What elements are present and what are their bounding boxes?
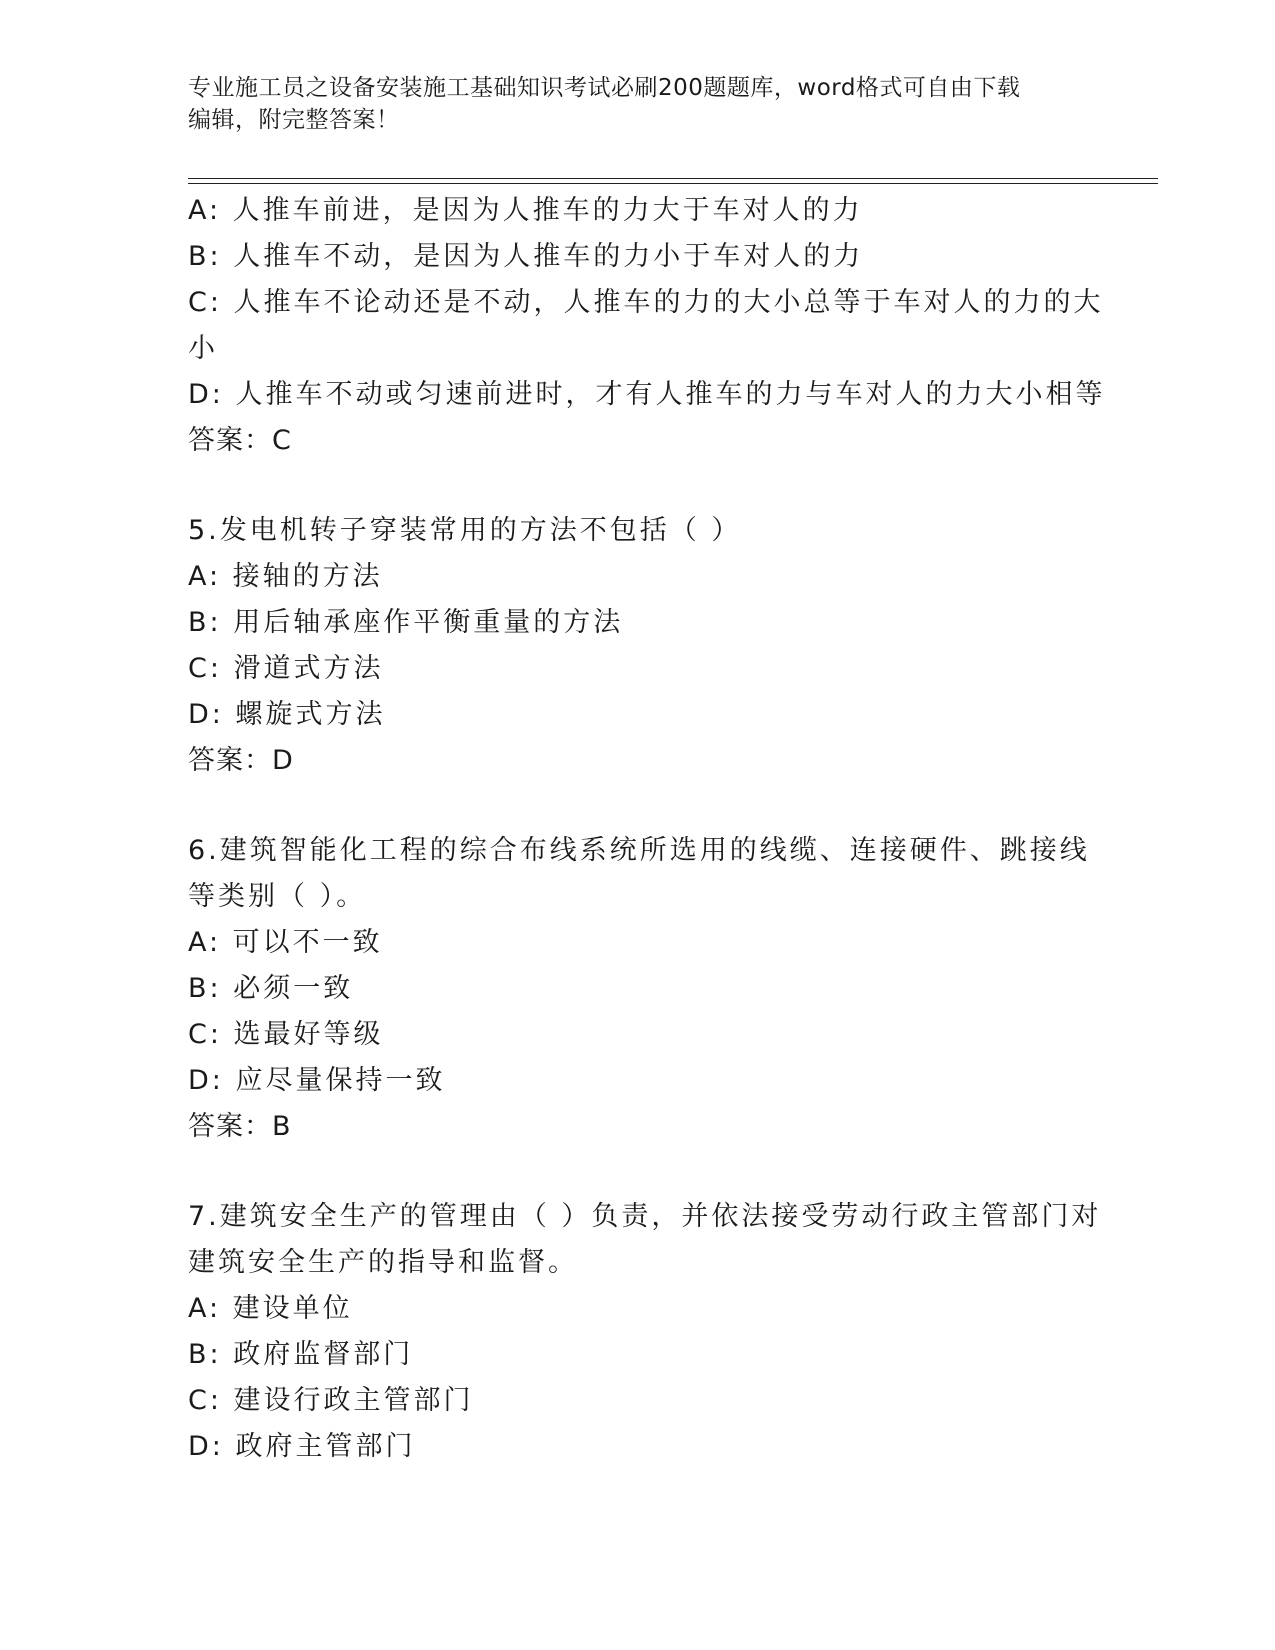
- question-6: [188, 828, 1088, 1150]
- header-divider-top: [188, 178, 1158, 179]
- q7-option-a: A: 建设单位: [188, 1293, 353, 1324]
- q7-option-c: C: 建设行政主管部门: [188, 1385, 474, 1416]
- question-7: [188, 1194, 1102, 1470]
- q4-option-a: A: 人推车前进，是因为人推车的力大于车对人的力: [188, 195, 863, 226]
- q7-option-d: D: 政府主管部门: [188, 1431, 416, 1462]
- question-5: [188, 508, 1088, 784]
- q6-option-d: D: 应尽量保持一致: [188, 1065, 446, 1096]
- q5-question: 5.发电机转子穿装常用的方法不包括（ ）: [188, 515, 742, 546]
- spacer: [188, 784, 1088, 828]
- spacer: [188, 464, 1088, 508]
- q4-answer: 答案：C: [188, 425, 292, 456]
- q6-option-b: B: 必须一致: [188, 973, 354, 1004]
- q6-option-c: C: 选最好等级: [188, 1019, 384, 1050]
- spacer: [188, 1150, 1088, 1194]
- q7-option-b: B: 政府监督部门: [188, 1339, 414, 1370]
- q4-option-b: B: 人推车不动，是因为人推车的力小于车对人的力: [188, 241, 864, 272]
- document-body: [188, 188, 1106, 1470]
- q5-option-b: B: 用后轴承座作平衡重量的方法: [188, 607, 624, 638]
- q7-question-line2: 建筑安全生产的指导和监督。: [188, 1247, 578, 1278]
- q6-question-line2: 等类别（ ）。: [188, 881, 367, 912]
- q6-question-line1: 6.建筑智能化工程的综合布线系统所选用的线缆、连接硬件、跳接线: [188, 835, 1090, 866]
- q5-option-a: A: 接轴的方法: [188, 561, 383, 592]
- q4-option-d: D: 人推车不动或匀速前进时，才有人推车的力与车对人的力大小相等: [188, 379, 1106, 410]
- header-title-line1: 专业施工员之设备安装施工基础知识考试必刷200题题库，word格式可自由下载: [188, 75, 1021, 101]
- document-header: [188, 72, 1088, 136]
- q4-option-c-line2: 小: [188, 333, 218, 364]
- q6-option-a: A: 可以不一致: [188, 927, 383, 958]
- question-4: [188, 188, 1106, 464]
- header-title-line2: 编辑，附完整答案！: [188, 107, 400, 133]
- q5-option-d: D: 螺旋式方法: [188, 699, 386, 730]
- q4-option-c-line1: C: 人推车不论动还是不动，人推车的力的大小总等于车对人的力的大: [188, 287, 1104, 318]
- header-divider-bottom: [188, 183, 1158, 184]
- q6-answer: 答案：B: [188, 1111, 292, 1142]
- q5-answer: 答案：D: [188, 745, 294, 776]
- q7-question-line1: 7.建筑安全生产的管理由（ ）负责，并依法接受劳动行政主管部门对: [188, 1201, 1102, 1232]
- q5-option-c: C: 滑道式方法: [188, 653, 384, 684]
